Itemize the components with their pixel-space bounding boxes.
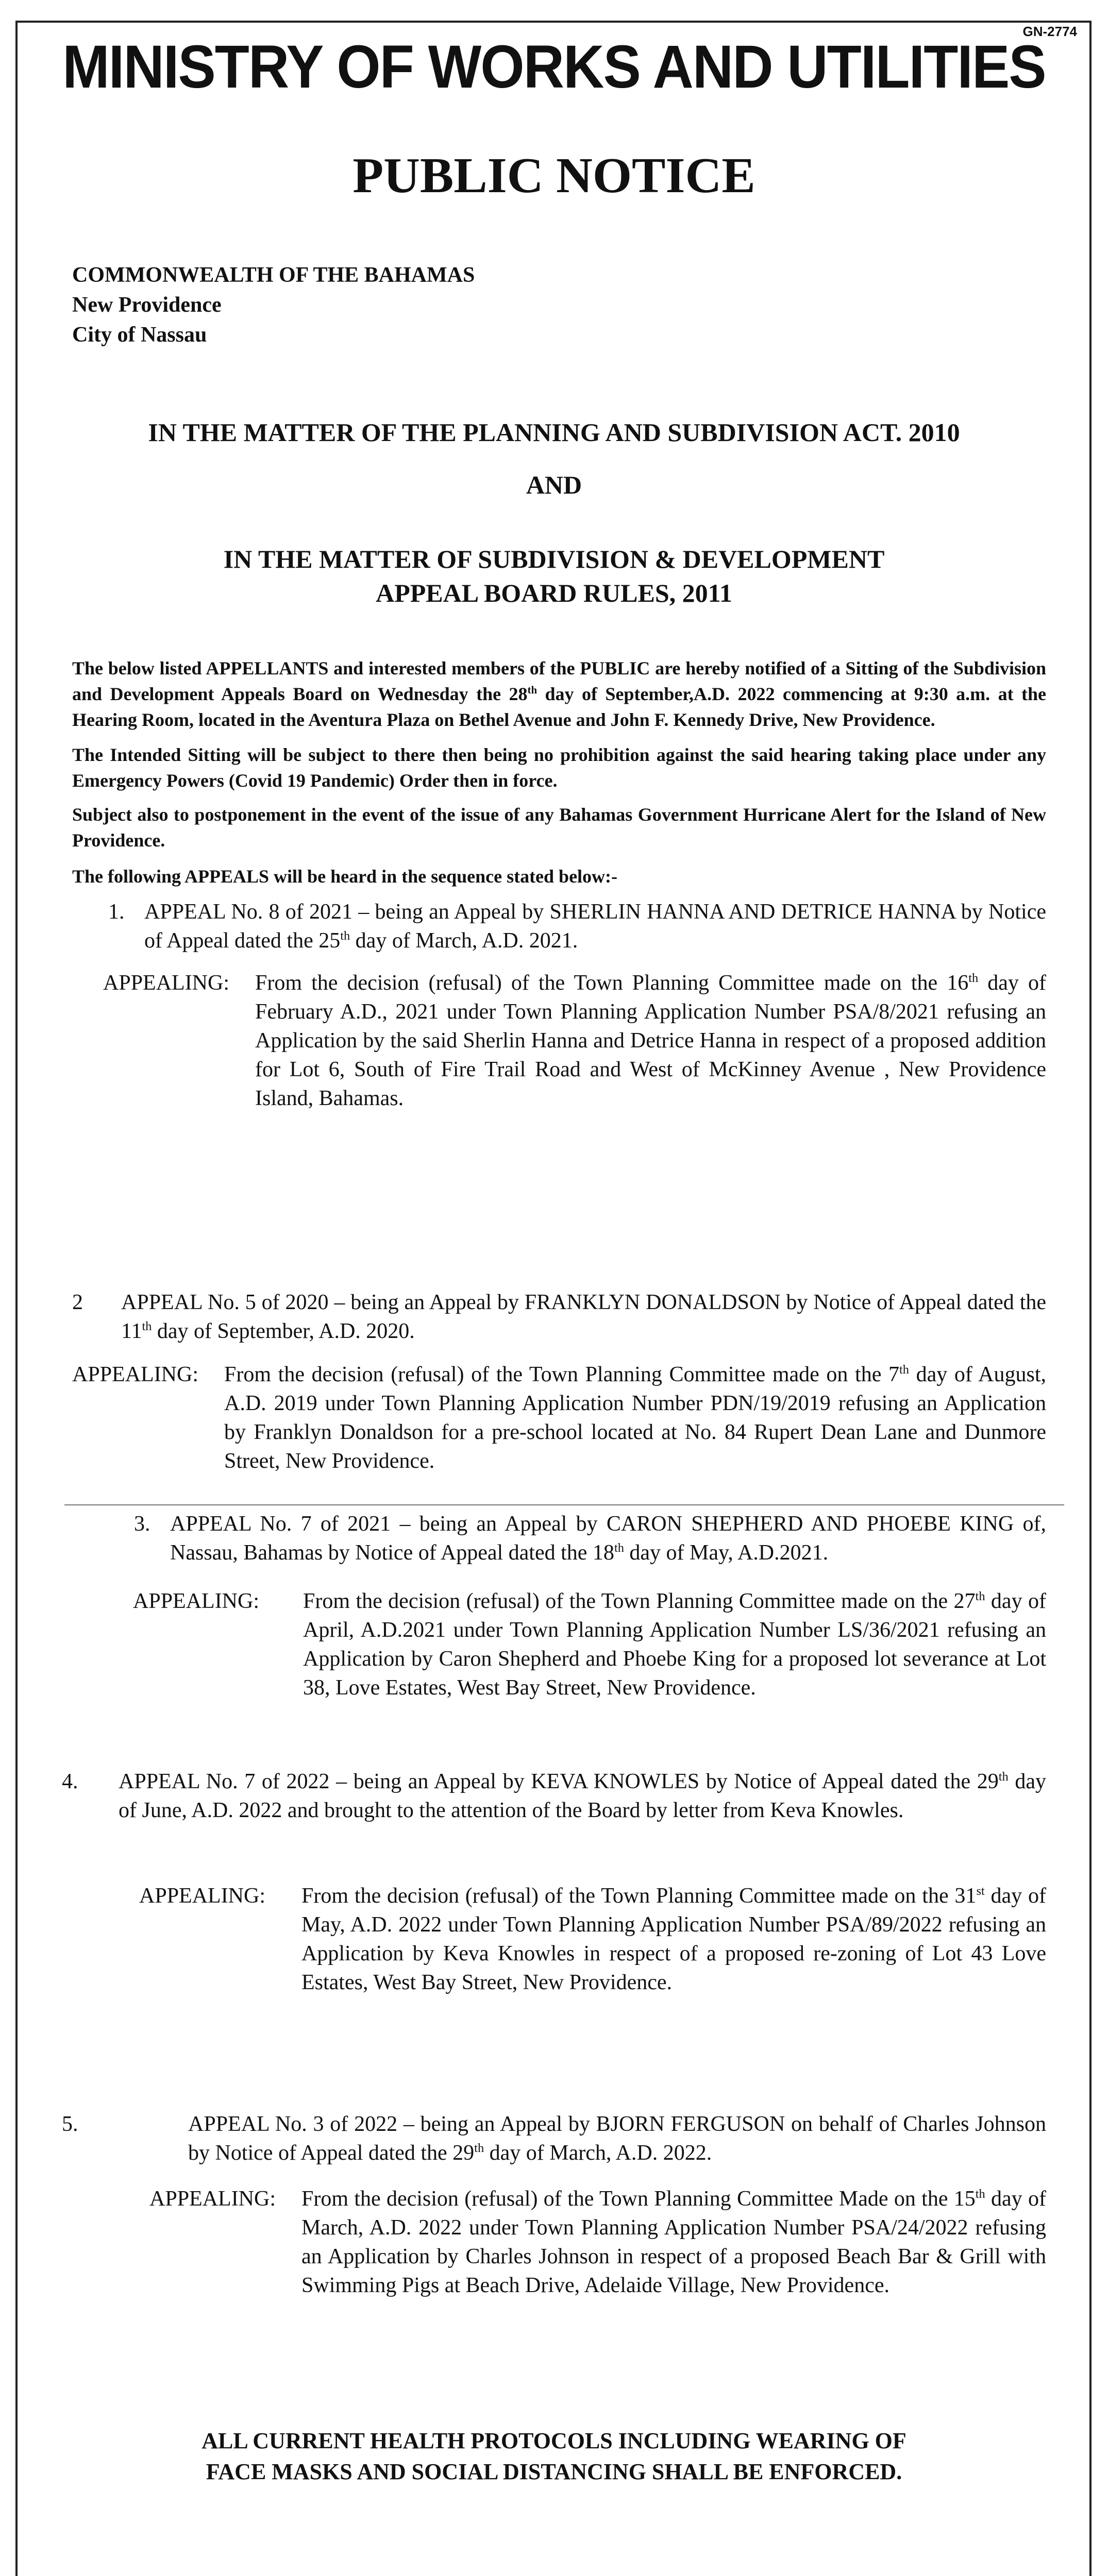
- appeal-item: [72, 1288, 1046, 1346]
- address-line: City of Nassau: [72, 323, 207, 347]
- address-line: COMMONWEALTH OF THE BAHAMAS: [72, 263, 475, 287]
- notice-code: GN-2774: [1022, 24, 1077, 39]
- section-divider: [64, 1504, 1064, 1505]
- intro-paragraph-3: Subject also to postponement in the event of the issue of any Bahamas Government Hurricane Alert for the Island of New Providence.: [72, 804, 1046, 851]
- appealing-label: APPEALING:: [72, 1363, 199, 1386]
- matter-heading-1: IN THE MATTER OF THE PLANNING AND SUBDIVISION ACT. 2010: [148, 418, 960, 447]
- appeal-decision: [149, 2184, 1046, 2300]
- appeal-number: 5.: [62, 2112, 78, 2136]
- appeal-decision: [133, 1587, 1046, 1702]
- appeal-decision: [139, 1882, 1046, 1997]
- decision-text: From the decision (refusal) of the Town Planning Committee made on the 16th day of February A.D., 2021 under Town Planning Application Number PSA/8/2021 refusing an Application by the said Sherlin Hanna and Detrice Hanna in respect of a proposed addition for Lot 6, South of Fire Trail Road and West of McKinney Avenue , New Providence Island, Bahamas.: [255, 971, 1046, 1110]
- appeal-text: APPEAL No. 7 of 2021 – being an Appeal by CARON SHEPHERD AND PHOEBE KING of, Nassau, Bahamas by Notice of Appeal dated the 18th day of May, A.D.2021.: [170, 1512, 1046, 1565]
- appeal-decision: [103, 969, 1046, 1113]
- ministry-title: MINISTRY OF WORKS AND UTILITIES: [62, 33, 1046, 101]
- intro-paragraph-1: The below listed APPELLANTS and interested members of the PUBLIC are hereby notified of a Sitting of the Subdivision and Development Appeals Board on Wednesday the 28th day of September,A.D. 2022 commencing at 9:30 a.m. at the Hearing Room, located in the Aventura Plaza on Bethel Avenue and John F. Kennedy Drive, New Providence.: [72, 658, 1046, 730]
- health-protocols-notice: [0, 2426, 1108, 2487]
- appeal-item: [62, 1767, 1046, 1825]
- decision-text: From the decision (refusal) of the Town Planning Committee made on the 27th day of April, A.D.2021 under Town Planning Application Number LS/36/2021 refusing an Application by Caron Shepherd and Phoebe King for a proposed lot severance at Lot 38, Love Estates, West Bay Street, New Providence.: [303, 1589, 1046, 1700]
- appeal-number: 2: [72, 1291, 83, 1314]
- address-block: [72, 260, 845, 350]
- appeal-text: APPEAL No. 3 of 2022 – being an Appeal by BJORN FERGUSON on behalf of Charles Johnson by Notice of Appeal dated the 29th day of March, A.D. 2022.: [188, 2112, 1046, 2165]
- appealing-label: APPEALING:: [133, 1589, 260, 1613]
- address-line: New Providence: [72, 293, 222, 317]
- appealing-label: APPEALING:: [149, 2187, 276, 2211]
- appeal-text: APPEAL No. 8 of 2021 – being an Appeal by SHERLIN HANNA AND DETRICE HANNA by Notice of Appeal dated the 25th day of March, A.D. 2021.: [144, 900, 1046, 953]
- and-heading: AND: [526, 470, 582, 499]
- health-line: ALL CURRENT HEALTH PROTOCOLS INCLUDING WEARING OF: [202, 2428, 906, 2453]
- matter-heading-2-line: IN THE MATTER OF SUBDIVISION & DEVELOPMENT: [223, 545, 885, 573]
- appealing-label: APPEALING:: [103, 971, 230, 995]
- decision-text: From the decision (refusal) of the Town Planning Committee made on the 7th day of August, A.D. 2019 under Town Planning Application Number PDN/19/2019 refusing an Application by Franklyn Donaldson for a pre-school located at No. 84 Rupert Dean Lane and Dunmore Street, New Providence.: [224, 1363, 1046, 1473]
- appeal-text: APPEAL No. 5 of 2020 – being an Appeal by FRANKLYN DONALDSON by Notice of Appeal dated the 11th day of September, A.D. 2020.: [121, 1291, 1046, 1343]
- matter-heading-2-line: APPEAL BOARD RULES, 2011: [376, 579, 732, 607]
- intro-paragraph-2: The Intended Sitting will be subject to there then being no prohibition against the said hearing taking place under any Emergency Powers (Covid 19 Pandemic) Order then in force.: [72, 744, 1046, 791]
- appeal-number: 3.: [134, 1512, 150, 1536]
- decision-text: From the decision (refusal) of the Town Planning Committee made on the 31st day of May, A.D. 2022 under Town Planning Application Number PSA/89/2022 refusing an Application by Keva Knowles in respect of a proposed re-zoning of Lot 43 Love Estates, West Bay Street, New Providence.: [301, 1884, 1046, 1994]
- intro-paragraph-4: The following APPEALS will be heard in the sequence stated below:-: [72, 866, 618, 887]
- appealing-label: APPEALING:: [139, 1884, 266, 1908]
- matter-heading-2: [0, 542, 1108, 610]
- appeal-number: 1.: [108, 900, 125, 924]
- appeal-text: APPEAL No. 7 of 2022 – being an Appeal by KEVA KNOWLES by Notice of Appeal dated the 29th day of June, A.D. 2022 and brought to the attention of the Board by letter from Keva Knowles.: [119, 1770, 1046, 1822]
- appeal-decision: [72, 1360, 1046, 1476]
- health-line: FACE MASKS AND SOCIAL DISTANCING SHALL BE ENFORCED.: [206, 2459, 902, 2484]
- appeal-item: [62, 2110, 1046, 2167]
- appeal-item: [134, 1510, 1046, 1567]
- appeal-number: 4.: [62, 1770, 78, 1793]
- appeal-item: [108, 897, 1046, 955]
- decision-text: From the decision (refusal) of the Town Planning Committee Made on the 15th day of March, A.D. 2022 under Town Planning Application Number PSA/24/2022 refusing an Application by Charles Johnson in respect of a proposed Beach Bar & Grill with Swimming Pigs at Beach Drive, Adelaide Village, New Providence.: [301, 2187, 1046, 2297]
- public-notice-title: PUBLIC NOTICE: [352, 148, 756, 204]
